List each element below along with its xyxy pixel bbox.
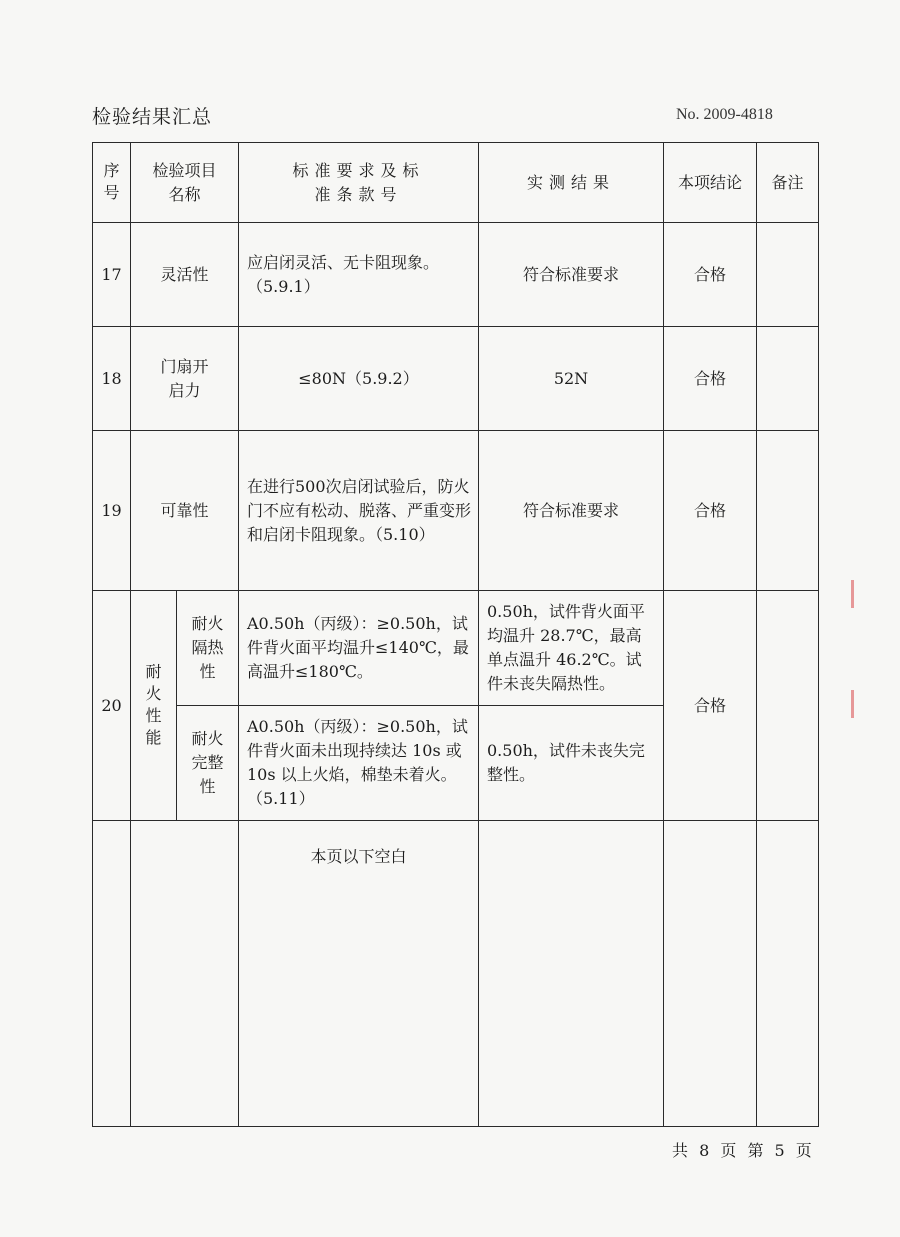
- table-row-blank: [93, 821, 819, 1127]
- remark-cell: [757, 591, 819, 821]
- red-stamp-mark: [851, 690, 870, 718]
- standard-cell: 应启闭灵活、无卡阻现象。（5.9.1）: [239, 223, 479, 327]
- remark-cell: [757, 327, 819, 431]
- item-cell: 灵活性: [131, 223, 239, 327]
- seq-cell: 20: [93, 591, 131, 821]
- blank-page-note: 本页以下空白: [239, 821, 479, 1127]
- item-group-cell: 耐火性能: [131, 591, 177, 821]
- blank-cell: [757, 821, 819, 1127]
- subitem-cell: 耐火隔热性: [177, 591, 239, 706]
- standard-cell: 在进行500次启闭试验后，防火门不应有松动、脱落、严重变形和启闭卡阻现象。（5.10）: [239, 431, 479, 591]
- measured-cell: 符合标准要求: [479, 431, 664, 591]
- conclusion-cell: 合格: [664, 431, 757, 591]
- measured-cell: 符合标准要求: [479, 223, 664, 327]
- blank-cell: [93, 821, 131, 1127]
- red-stamp-mark: [851, 580, 870, 608]
- col-header-remark: 备注: [757, 143, 819, 223]
- table-row: [93, 431, 819, 591]
- table-row: [93, 591, 819, 706]
- standard-cell: A0.50h（丙级）：≥0.50h，试件背火面平均温升≤140℃，最高温升≤180℃。: [239, 591, 479, 706]
- blank-cell: [664, 821, 757, 1127]
- subitem-cell: 耐火完整性: [177, 706, 239, 821]
- conclusion-cell: 合格: [664, 591, 757, 821]
- measured-cell: 52N: [479, 327, 664, 431]
- results-table: [92, 142, 819, 1127]
- table-row: [93, 223, 819, 327]
- col-header-seq: 序号: [93, 143, 131, 223]
- seq-cell: 17: [93, 223, 131, 327]
- table-row: [93, 327, 819, 431]
- col-header-measured: 实测结果: [479, 143, 664, 223]
- conclusion-cell: 合格: [664, 327, 757, 431]
- page-count: 共 8 页 第 5 页: [672, 1141, 812, 1160]
- report-number: No. 2009-4818: [676, 106, 773, 123]
- remark-cell: [757, 431, 819, 591]
- conclusion-cell: 合格: [664, 223, 757, 327]
- standard-cell: A0.50h（丙级）：≥0.50h，试件背火面未出现持续达 10s 或 10s 以上火焰，棉垫未着火。（5.11）: [239, 706, 479, 821]
- item-cell: 可靠性: [131, 431, 239, 591]
- page-title: 检验结果汇总: [92, 106, 213, 128]
- standard-cell: ≤80N（5.9.2）: [239, 327, 479, 431]
- col-header-item: 检验项目名称: [131, 143, 239, 223]
- col-header-standard: 标准要求及标准条款号: [239, 143, 479, 223]
- item-cell: 门扇开启力: [131, 327, 239, 431]
- measured-cell: 0.50h，试件背火面平均温升 28.7℃，最高单点温升 46.2℃。试件未丧失隔热性。: [479, 591, 664, 706]
- remark-cell: [757, 223, 819, 327]
- seq-cell: 19: [93, 431, 131, 591]
- table-header-row: [93, 143, 819, 223]
- seq-cell: 18: [93, 327, 131, 431]
- blank-cell: [131, 821, 239, 1127]
- blank-cell: [479, 821, 664, 1127]
- col-header-conclusion: 本项结论: [664, 143, 757, 223]
- measured-cell: 0.50h，试件未丧失完整性。: [479, 706, 664, 821]
